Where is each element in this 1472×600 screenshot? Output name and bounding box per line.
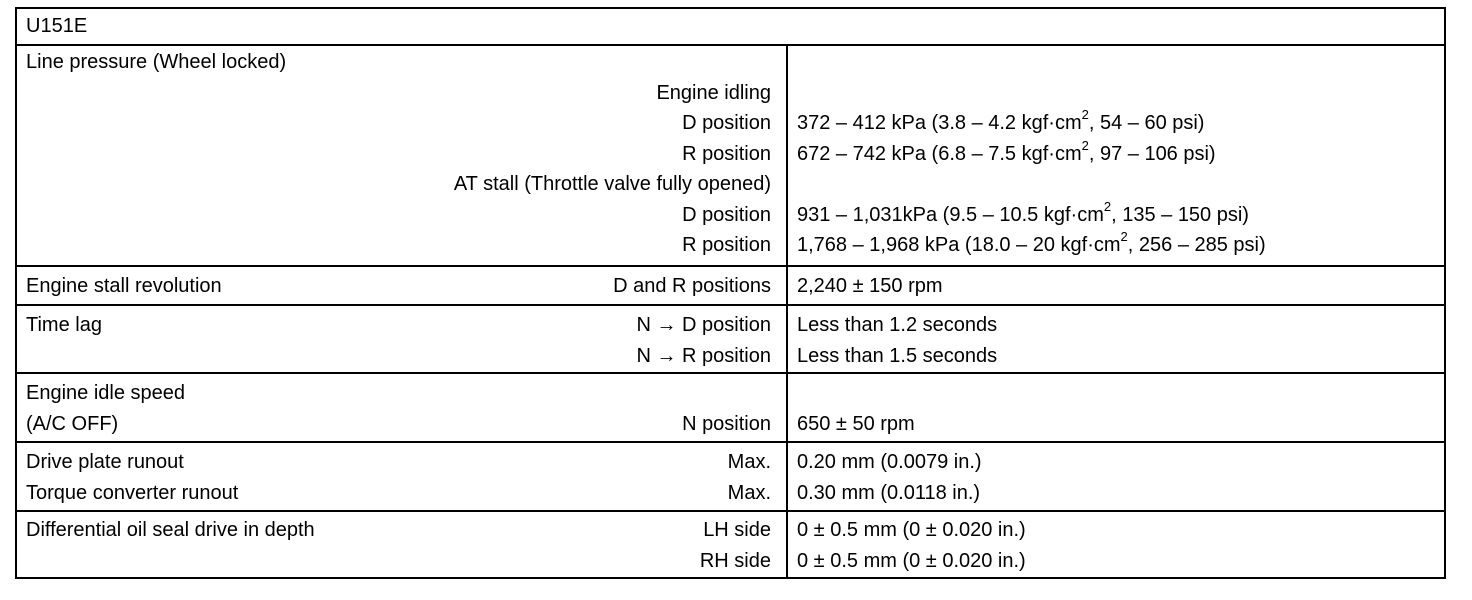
idle-speed-label: Engine idle speed <box>26 382 186 404</box>
table-row <box>17 200 1444 231</box>
stall-d-position: D position <box>682 203 771 226</box>
table-row <box>17 447 1444 478</box>
drive-plate-runout-condition: Max. <box>727 451 771 473</box>
idle-r-position: R position <box>682 142 771 165</box>
table-row <box>17 341 1444 372</box>
oil-seal-lh-value: 0 ± 0.5 mm (0 ± 0.020 in.) <box>797 519 1026 541</box>
torque-converter-runout-value: 0.30 mm (0.0118 in.) <box>797 481 981 504</box>
table-row <box>17 515 1444 546</box>
torque-converter-runout-label: Torque converter runout <box>26 481 239 504</box>
oil-seal-rh-value: 0 ± 0.5 mm (0 ± 0.020 in.) <box>797 549 1026 572</box>
table-row <box>17 230 1444 261</box>
stall-r-value: 1,768 – 1,968 kPa (18.0 – 20 $kgf\cdot cm^2$, 256 – 285 psi) <box>797 229 1266 256</box>
oil-seal-lh-condition: LH side <box>703 519 771 541</box>
table-row <box>17 78 1444 109</box>
time-lag-section <box>17 306 1444 374</box>
time-lag-nr-value: Less than 1.5 seconds <box>797 344 998 367</box>
oil-seal-rh-condition: RH side <box>699 549 771 572</box>
time-lag-label: Time lag <box>26 314 102 336</box>
table-row <box>17 378 1444 409</box>
drive-plate-runout-value: 0.20 mm (0.0079 in.) <box>797 451 982 473</box>
time-lag-nd-value: Less than 1.2 seconds <box>797 314 998 336</box>
idle-speed-condition: N position <box>682 412 771 435</box>
time-lag-nd-condition: N → D position <box>636 314 771 336</box>
torque-converter-runout-condition: Max. <box>727 481 771 504</box>
table-row <box>17 409 1444 440</box>
oil-seal-label: Differential oil seal drive in depth <box>26 519 315 541</box>
idle-speed-value: 650 ± 50 rpm <box>797 412 915 435</box>
at-stall-label: AT stall (Throttle valve fully opened) <box>453 173 771 195</box>
idle-d-position: D position <box>682 112 771 134</box>
stall-revolution-section <box>17 267 1444 306</box>
engine-idling-label: Engine idling <box>656 81 771 104</box>
spec-table <box>15 7 1446 579</box>
idle-speed-sublabel: (A/C OFF) <box>26 412 119 435</box>
table-row <box>17 271 1444 302</box>
table-title: U151E <box>26 15 88 37</box>
stall-revolution-condition: D and R positions <box>613 275 771 297</box>
stall-revolution-label: Engine stall revolution <box>26 275 222 297</box>
runout-section <box>17 443 1444 512</box>
line-pressure-label: Line pressure (Wheel locked) <box>26 51 287 73</box>
table-row <box>17 47 1444 78</box>
time-lag-nr-condition: N → R position <box>636 344 771 367</box>
table-row <box>17 310 1444 341</box>
table-row <box>17 546 1444 577</box>
table-row <box>17 108 1444 139</box>
stall-revolution-value: 2,240 ± 150 rpm <box>797 275 943 297</box>
table-title-row <box>17 9 1444 46</box>
idle-speed-section <box>17 374 1444 443</box>
table-row <box>17 478 1444 509</box>
table-row <box>17 139 1444 170</box>
stall-r-position: R position <box>682 234 771 256</box>
idle-r-value: 672 – 742 kPa (6.8 – 7.5 $kgf\cdot cm^2$, 97 – 106 psi) <box>797 137 1216 165</box>
line-pressure-section <box>17 46 1444 267</box>
table-row <box>17 169 1444 200</box>
idle-d-value: 372 – 412 kPa (3.8 – 4.2 $kgf\cdot cm^2$, 54 – 60 psi) <box>797 107 1205 134</box>
stall-d-value: 931 – 1,031kPa (9.5 – 10.5 $kgf\cdot cm^2$, 135 – 150 psi) <box>797 198 1249 226</box>
oil-seal-section <box>17 512 1444 577</box>
drive-plate-runout-label: Drive plate runout <box>26 451 184 473</box>
